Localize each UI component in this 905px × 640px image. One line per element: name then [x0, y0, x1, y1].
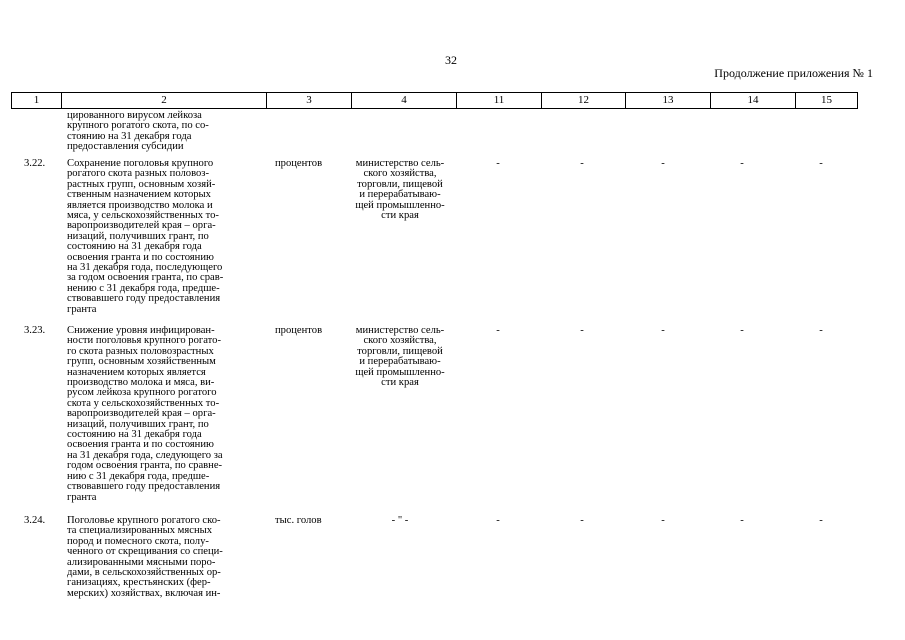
row-col-12: - [580, 515, 584, 526]
row-responsible: министерство сель- ского хозяйства, торговли, пищевой и перерабатываю- щей промышленно- сти края [355, 325, 445, 389]
row-col-11: - [496, 158, 500, 169]
row-col-15: - [819, 325, 823, 336]
header-col-2: 2 [62, 93, 267, 108]
row-description: Сохранение поголовья крупного рогатого скота разных половоз- растных групп, основным хозяй- ственным назначением которых является производство молока и мяса, у сельскохозяйственных то- варопроизводителей края – орга- низаций, получивших грант, по состоянию на 31 декабря года освоения гранта и по состоянию на 31 декабря года, последующего за годом освоения гранта, по срав- нению с 31 декабря года, предше- ствовавшего году предоставления гранта [67, 158, 224, 315]
row-col-11: - [496, 515, 500, 526]
row-col-13: - [661, 515, 665, 526]
row-col-14: - [740, 158, 744, 169]
header-col-3: 3 [267, 93, 352, 108]
table-header-row [11, 92, 858, 109]
row-col-15: - [819, 158, 823, 169]
row-description: Поголовье крупного рогатого ско- та специализированных мясных пород и помесного скота, полу- ченного от скрещивания со специ- ализированными мясными поро- дами, в сельскохозяйственных ор- ганизациях, крестьянских (фер- мерских) хозяйствах, включая ин- [67, 515, 223, 599]
row-responsible: министерство сель- ского хозяйства, торговли, пищевой и перерабатываю- щей промышленно- сти края [355, 158, 445, 222]
row-number: 3.24. [24, 515, 46, 526]
row-unit: процентов [275, 325, 323, 336]
continued-description: цированного вирусом лейкоза крупного рогатого скота, по со- стоянию на 31 декабря года предоставления субсидии [67, 110, 209, 153]
header-col-15: 15 [821, 94, 832, 106]
row-col-12: - [580, 325, 584, 336]
row-col-12: - [580, 158, 584, 169]
header-col-13: 13 [626, 93, 711, 108]
header-col-14: 14 [711, 93, 796, 108]
row-col-11: - [496, 325, 500, 336]
header-col-11: 11 [457, 93, 542, 108]
row-col-14: - [740, 325, 744, 336]
header-col-12: 12 [542, 93, 626, 108]
header-col-4: 4 [352, 93, 457, 108]
row-col-15: - [819, 515, 823, 526]
row-number: 3.23. [24, 325, 46, 336]
row-col-13: - [661, 325, 665, 336]
row-col-14: - [740, 515, 744, 526]
row-number: 3.22. [24, 158, 46, 169]
page-number: 32 [445, 53, 457, 67]
row-description: Снижение уровня инфицирован- ности поголовья крупного рогато- го скота разных половозрастных групп, основным хозяйственным назначением которых является производство молока и мяса, ви- русом лейкоза крупного рогатого скота у сельскохозяйственных то- варопроизводителей края – орга- низаций, получивших грант, по состоянию на 31 декабря года освоения гранта и по состоянию на 31 декабря года, следующего за годом освоения гранта, по сравне- нию с 31 декабря года, предше- ствовавшего году предоставления гранта [67, 325, 223, 503]
row-responsible: - " - [391, 515, 409, 526]
row-unit: тыс. голов [275, 515, 322, 526]
appendix-continuation-title: Продолжение приложения № 1 [714, 66, 873, 80]
row-unit: процентов [275, 158, 323, 169]
header-col-1: 1 [12, 93, 62, 108]
row-col-13: - [661, 158, 665, 169]
